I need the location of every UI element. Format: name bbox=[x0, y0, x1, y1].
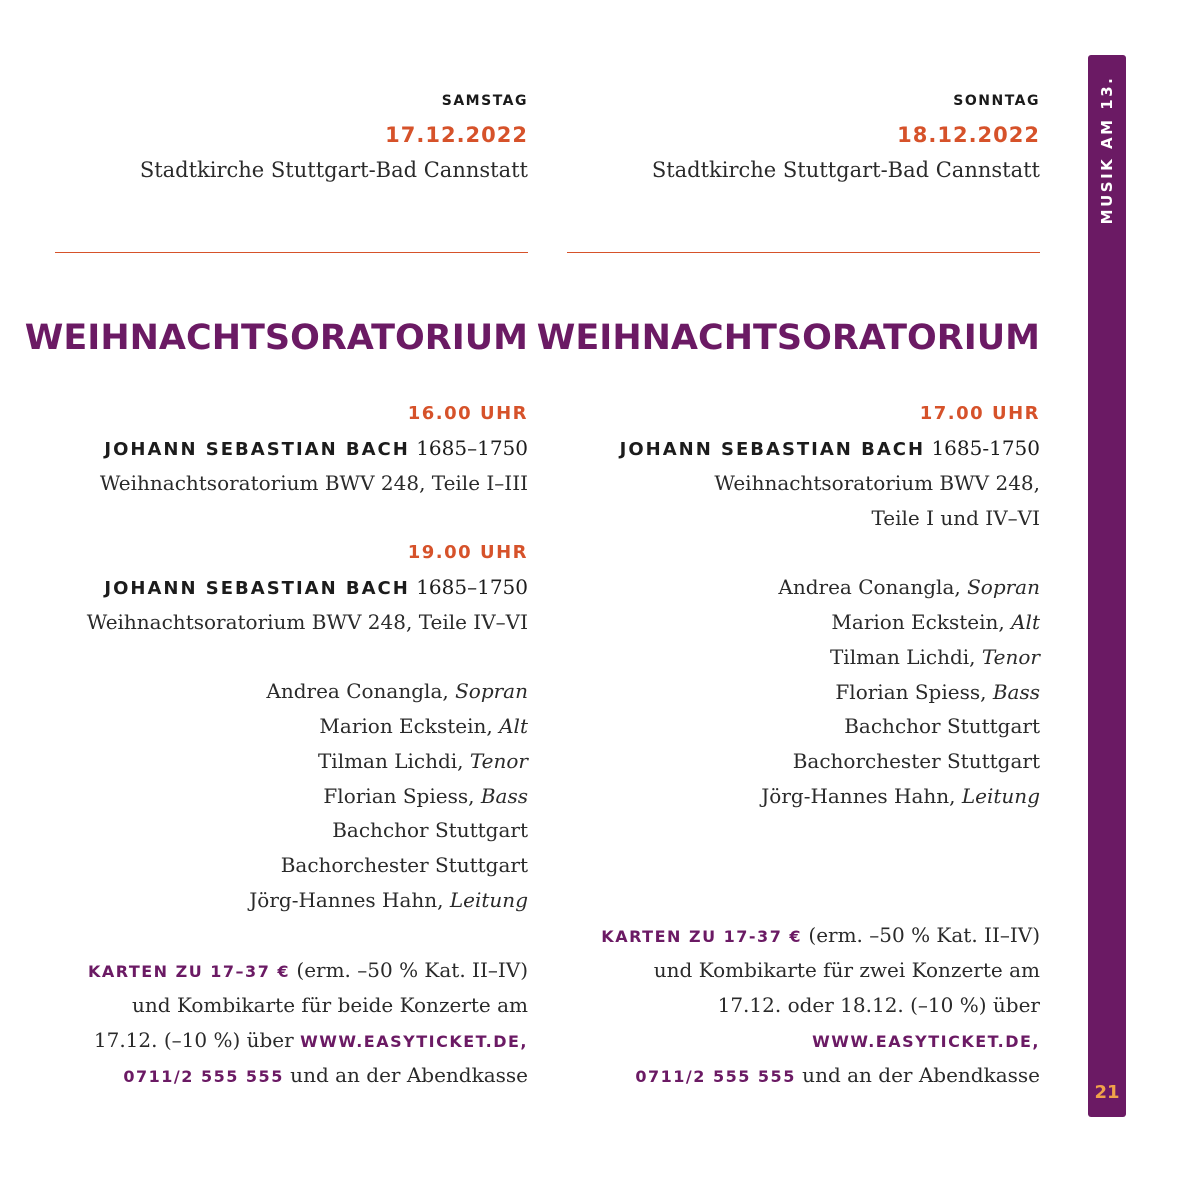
work-title: Weihnachtsoratorium BWV 248, Teile I–III bbox=[99, 471, 528, 495]
performer: Jörg-Hannes Hahn, Leitung bbox=[249, 888, 528, 912]
performer: Bachchor Stuttgart bbox=[332, 818, 528, 842]
ticket-info: 17.12. (–10 %) über WWW.EASYTICKET.DE, bbox=[93, 1028, 528, 1052]
performer: Bachorchester Stuttgart bbox=[280, 853, 528, 877]
work-title: Teile I und IV–VI bbox=[871, 506, 1040, 530]
venue: Stadtkirche Stuttgart-Bad Cannstatt bbox=[651, 158, 1040, 182]
start-time: 19.00 UHR bbox=[407, 542, 528, 563]
ticket-phone[interactable]: 0711/2 555 555 bbox=[635, 1067, 796, 1086]
performer: Jörg-Hannes Hahn, Leitung bbox=[761, 784, 1040, 808]
section-label-text: MUSIK AM 13. bbox=[1098, 75, 1116, 225]
performer: Bachorchester Stuttgart bbox=[792, 749, 1040, 773]
performer: Marion Eckstein, Alt bbox=[319, 714, 528, 738]
composer-line bbox=[104, 436, 528, 460]
ticket-info bbox=[812, 1028, 1040, 1052]
concert-title: WEIHNACHTSORATORIUM bbox=[24, 318, 528, 358]
composer-years: 1685–1750 bbox=[416, 575, 528, 599]
ticket-website-link[interactable]: WWW.EASYTICKET.DE, bbox=[300, 1032, 528, 1051]
ticket-info: und Kombikarte für beide Konzerte am bbox=[132, 993, 528, 1017]
ticket-info: 17.12. oder 18.12. (–10 %) über bbox=[717, 993, 1040, 1017]
composer-name: JOHANN SEBASTIAN BACH bbox=[104, 439, 410, 460]
composer-name: JOHANN SEBASTIAN BACH bbox=[619, 439, 926, 460]
performer: Florian Spiess, Bass bbox=[835, 680, 1040, 704]
ticket-info: und Kombikarte für zwei Konzerte am bbox=[653, 958, 1040, 982]
composer-years: 1685–1750 bbox=[416, 436, 528, 460]
concert-date: 18.12.2022 bbox=[897, 123, 1040, 147]
ticket-phone[interactable]: 0711/2 555 555 bbox=[123, 1067, 284, 1086]
page-number: 21 bbox=[1094, 1082, 1120, 1103]
composer-name: JOHANN SEBASTIAN BACH bbox=[104, 578, 410, 599]
day-label: SAMSTAG bbox=[441, 93, 528, 109]
performer: Florian Spiess, Bass bbox=[323, 784, 528, 808]
performer: Bachchor Stuttgart bbox=[844, 714, 1040, 738]
composer-line bbox=[104, 575, 528, 599]
ticket-info: KARTEN ZU 17–37 € (erm. –50 % Kat. II–IV) bbox=[87, 958, 528, 982]
divider bbox=[567, 252, 1040, 253]
performer: Tilman Lichdi, Tenor bbox=[829, 645, 1040, 669]
divider bbox=[55, 252, 528, 253]
ticket-info: 0711/2 555 555 und an der Abendkasse bbox=[123, 1063, 528, 1087]
performer: Andrea Conangla, Sopran bbox=[266, 679, 528, 703]
ticket-price: KARTEN ZU 17–37 € bbox=[87, 962, 291, 981]
concert-date: 17.12.2022 bbox=[385, 123, 528, 147]
performer: Tilman Lichdi, Tenor bbox=[317, 749, 528, 773]
ticket-website-link[interactable]: WWW.EASYTICKET.DE, bbox=[812, 1032, 1040, 1051]
day-label: SONNTAG bbox=[953, 93, 1040, 109]
performer: Andrea Conangla, Sopran bbox=[778, 575, 1040, 599]
ticket-info: KARTEN ZU 17-37 € (erm. –50 % Kat. II–IV) bbox=[601, 923, 1040, 947]
ticket-price: KARTEN ZU 17-37 € bbox=[601, 927, 803, 946]
composer-years: 1685-1750 bbox=[931, 436, 1040, 460]
ticket-info: 0711/2 555 555 und an der Abendkasse bbox=[635, 1063, 1040, 1087]
start-time: 17.00 UHR bbox=[919, 403, 1040, 424]
composer-line bbox=[620, 436, 1040, 460]
work-title: Weihnachtsoratorium BWV 248, bbox=[714, 471, 1040, 495]
start-time: 16.00 UHR bbox=[407, 403, 528, 424]
venue: Stadtkirche Stuttgart-Bad Cannstatt bbox=[139, 158, 528, 182]
section-label bbox=[1088, 55, 1126, 245]
work-title: Weihnachtsoratorium BWV 248, Teile IV–VI bbox=[86, 610, 528, 634]
concert-title: WEIHNACHTSORATORIUM bbox=[536, 318, 1040, 358]
performer: Marion Eckstein, Alt bbox=[831, 610, 1040, 634]
